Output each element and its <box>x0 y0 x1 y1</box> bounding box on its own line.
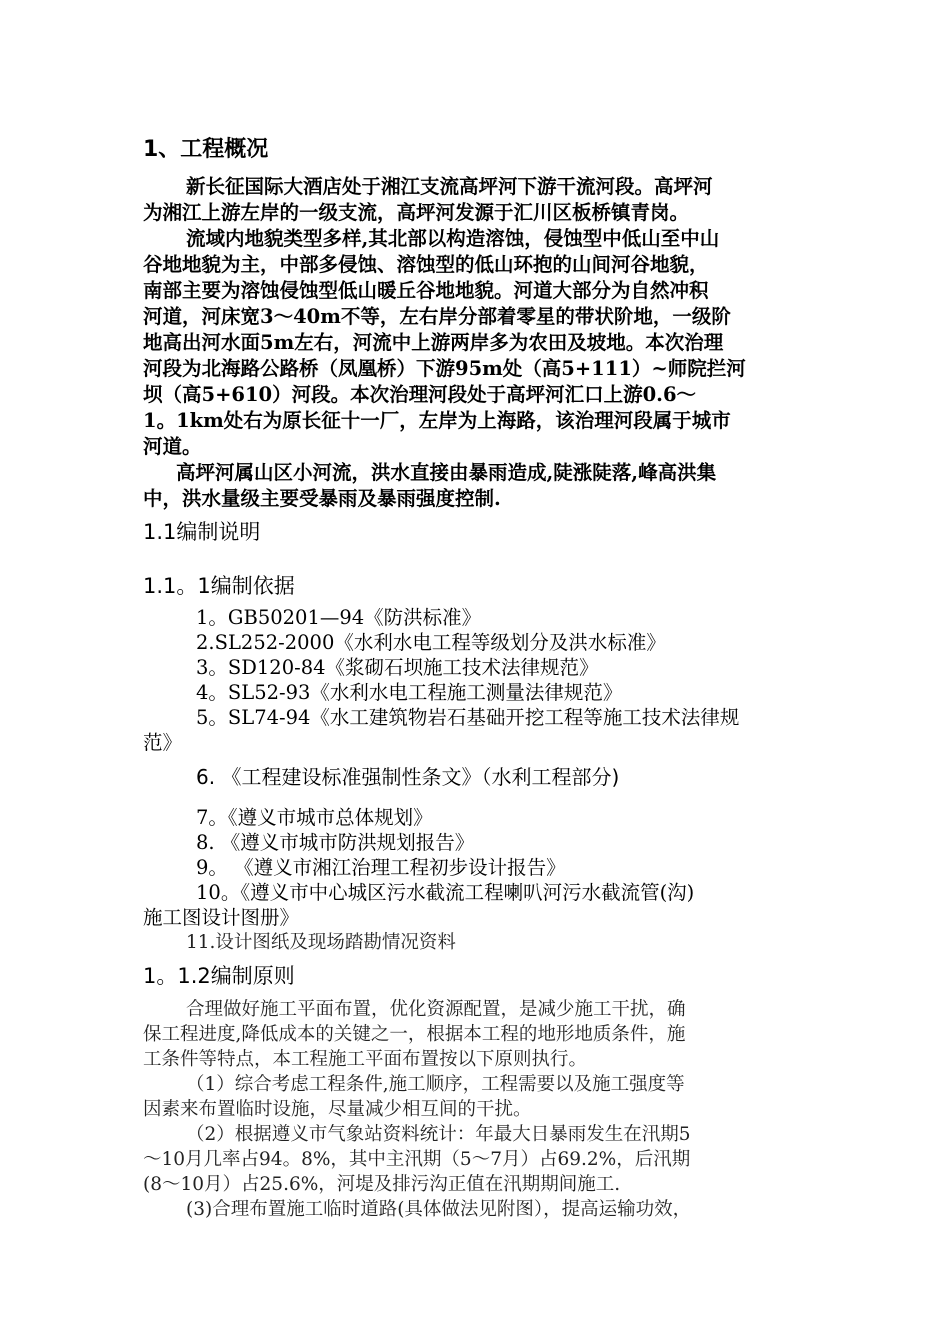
paragraph-line: 中，洪水量级主要受暴雨及暴雨强度控制. <box>143 487 501 510</box>
basis-item: 范》 <box>143 731 183 754</box>
paragraph-line: 地高出河水面5m左右，河流中上游两岸多为农田及坡地。本次治理 <box>143 331 724 354</box>
paragraph-line: 河道。 <box>143 435 202 458</box>
basis-item: 8. 《遵义市城市防洪规划报告》 <box>196 831 475 854</box>
paragraph-line: 坝（高5+610）河段。本次治理河段处于高坪河汇口上游0.6～ <box>143 383 697 406</box>
section-title-basis: 1.1。1编制依据 <box>143 574 295 598</box>
basis-item: 3。SD120-84《浆砌石坝施工技术法律规范》 <box>196 656 599 679</box>
paragraph-line: 高坪河属山区小河流，洪水直接由暴雨造成,陡涨陡落,峰高洪集 <box>176 461 717 484</box>
basis-item: 施工图设计图册》 <box>143 906 300 929</box>
paragraph-line: 因素来布置临时设施，尽量减少相互间的干扰。 <box>143 1099 532 1120</box>
paragraph-line: 南部主要为溶蚀侵蚀型低山暖丘谷地地貌。河道大部分为自然冲积 <box>143 279 709 302</box>
basis-item: 2.SL252-2000《水利水电工程等级划分及洪水标准》 <box>196 631 666 654</box>
basis-item: 1。GB50201—94《防洪标准》 <box>196 606 482 629</box>
paragraph-line: 工条件等特点，本工程施工平面布置按以下原则执行。 <box>143 1049 588 1070</box>
paragraph-line: 为湘江上游左岸的一级支流，高坪河发源于汇川区板桥镇青岗。 <box>143 201 690 224</box>
paragraph-line: （1）综合考虑工程条件,施工顺序，工程需要以及施工强度等 <box>186 1074 685 1095</box>
basis-item: 4。SL52-93《水利水电工程施工测量法律规范》 <box>196 681 623 704</box>
paragraph-line: ～10月几率占94。8%，其中主汛期（5～7月）占69.2%，后汛期 <box>143 1149 691 1170</box>
paragraph-line: 谷地地貌为主，中部多侵蚀、溶蚀型的低山环抱的山间河谷地貌， <box>143 253 709 276</box>
basis-item: 6. 《工程建设标准强制性条文》（水利工程部分) <box>196 765 620 789</box>
section-title-overview: 1、工程概况 <box>143 137 269 162</box>
paragraph-line: 新长征国际大酒店处于湘江支流高坪河下游干流河段。高坪河 <box>186 175 713 198</box>
section-title-principles: 1。1.2编制原则 <box>143 964 295 988</box>
paragraph-line: 保工程进度,降低成本的关键之一，根据本工程的地形地质条件，施 <box>143 1024 686 1045</box>
paragraph-line: （2）根据遵义市气象站资料统计：年最大日暴雨发生在汛期5 <box>186 1124 691 1145</box>
paragraph-line: 河段为北海路公路桥（凤凰桥）下游95m处（高5+111）~师院拦河 <box>143 357 746 380</box>
basis-item: 9。 《遵义市湘江治理工程初步设计报告》 <box>196 856 566 879</box>
basis-item: 7。《遵义市城市总体规划》 <box>196 806 433 829</box>
paragraph-line: (3)合理布置施工临时道路(具体做法见附图），提高运输功效， <box>186 1199 692 1220</box>
paragraph-line: 合理做好施工平面布置，优化资源配置，是减少施工干扰，确 <box>186 999 686 1020</box>
basis-item: 11.设计图纸及现场踏勘情况资料 <box>186 932 456 953</box>
paragraph-line: 流域内地貌类型多样,其北部以构造溶蚀，侵蚀型中低山至中山 <box>186 227 720 250</box>
basis-item: 10。《遵义市中心城区污水截流工程喇叭河污水截流管(沟) <box>196 881 695 904</box>
basis-item: 5。SL74-94《水工建筑物岩石基础开挖工程等施工技术法律规 <box>196 706 740 729</box>
section-title-compilation: 1.1编制说明 <box>143 520 261 544</box>
paragraph-line: 河道，河床宽3～40m不等，左右岸分部着零星的带状阶地，一级阶 <box>143 305 731 328</box>
paragraph-line: (8～10月）占25.6%，河堤及排污沟正值在汛期期间施工. <box>143 1174 621 1195</box>
paragraph-line: 1。1km处右为原长征十一厂，左岸为上海路，该治理河段属于城市 <box>143 409 731 432</box>
